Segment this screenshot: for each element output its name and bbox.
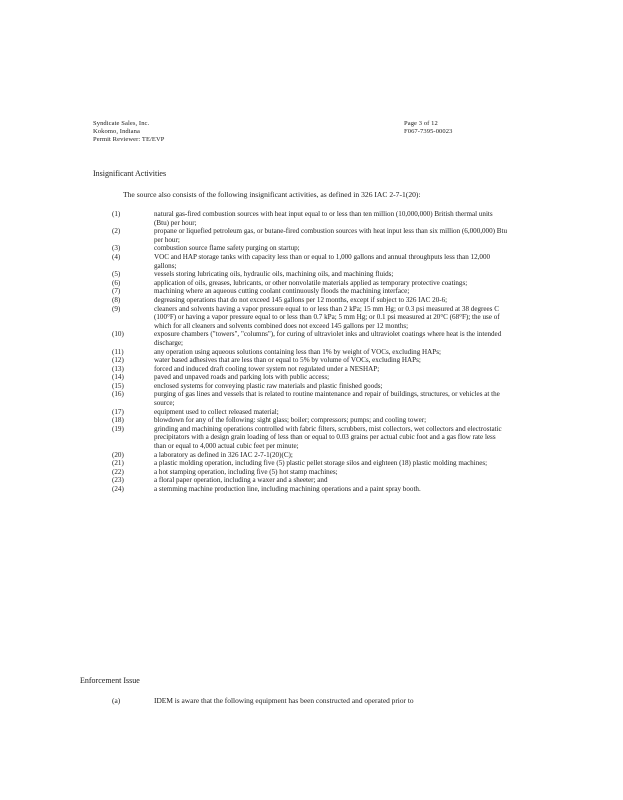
list-item-number: (14): [112, 373, 124, 382]
list-item: [112, 459, 508, 468]
list-item-number: (17): [112, 407, 124, 416]
list-item: [112, 287, 508, 296]
list-item: [112, 451, 508, 460]
list-item: [112, 485, 508, 494]
list-item-text: a hot stamping operation, including five (5) hot stamp machines;: [154, 467, 338, 476]
list-item: [112, 253, 508, 270]
list-item: [112, 468, 508, 477]
list-item-number: (15): [112, 381, 124, 390]
enforcement-para-text: IDEM is aware that the following equipment has been constructed and operated prior to: [154, 696, 414, 705]
list-item-text: machining where an aqueous cutting coolant continuously floods the machining interface;: [154, 287, 410, 296]
list-item: [112, 330, 508, 347]
list-item-number: (20): [112, 450, 124, 459]
list-item-number: (19): [112, 424, 124, 433]
permit-reviewer: Permit Reviewer: TE/EVP: [93, 136, 165, 143]
list-item-text: forced and induced draft cooling tower system not regulated under a NESHAP;: [154, 364, 380, 373]
list-item: [112, 382, 508, 391]
list-item-number: (10): [112, 330, 124, 339]
list-item-number: (18): [112, 416, 124, 425]
list-item-text: a floral paper operation, including a waxer and a sheeter; and: [154, 476, 328, 485]
list-item: [112, 348, 508, 357]
list-item-number: (23): [112, 476, 124, 485]
intro-paragraph: The source also consists of the following insignificant activities, as defined in 326 IAC 2-7-1(20):: [123, 190, 421, 199]
list-item-number: (8): [112, 295, 121, 304]
header-left: [93, 120, 165, 144]
list-item-text: equipment used to collect released material;: [154, 407, 279, 416]
list-item: [112, 356, 508, 365]
list-item-number: (4): [112, 252, 121, 261]
list-item-number: (21): [112, 459, 124, 468]
list-item-text: water based adhesives that are less than or equal to 5% by volume of VOCs, excluding HAPs;: [154, 356, 421, 365]
list-item-text: combustion source flame safety purging on startup;: [154, 244, 300, 253]
list-item: [112, 373, 508, 382]
list-item: [112, 279, 508, 288]
list-item-number: (1): [112, 210, 121, 218]
list-item-text: purging of gas lines and vessels that is related to routine maintenance and repair of buildings, structures, or vehicles at the source;: [154, 390, 500, 408]
page-number: Page 3 of 12: [404, 120, 438, 127]
list-item-number: (7): [112, 287, 121, 296]
list-item-number: (5): [112, 270, 121, 279]
list-item-text: degreasing operations that do not exceed 145 gallons per 12 months, except if subject to 326 IAC 20-6;: [154, 295, 448, 304]
company-name: Syndicate Sales, Inc.: [93, 120, 150, 127]
list-item-text: natural gas-fired combustion sources with heat input equal to or less than ten million (10,000,000) British thermal units (Btu) per hour;: [154, 210, 493, 227]
list-item-text: propane or liquefied petroleum gas, or butane-fired combustion sources with heat input less than six million (6,000,000) Btu per hour;: [154, 227, 508, 244]
header-right: [404, 120, 452, 136]
list-item: [112, 244, 508, 253]
list-item: [112, 416, 508, 425]
list-item-number: (9): [112, 304, 121, 313]
list-item-text: VOC and HAP storage tanks with capacity less than or equal to 1,000 gallons and annual throughputs less than 12,000 gallons;: [154, 252, 491, 270]
section-heading-insignificant: Insignificant Activities: [93, 169, 167, 178]
list-item: [112, 425, 508, 451]
list-item-text: grinding and machining operations controlled with fabric filters, scrubbers, mist collectors, wet collectors and electrostatic precipitators with a design grain loading of less than or equal to 0.03 grains per actual cubic foot and a gas flow rate less than or equal to 4,000 actual cubic feet per minute;: [154, 424, 502, 451]
list-item-text: exposure chambers ("towers", "columns"), for curing of ultraviolet inks and ultraviolet coatings where heat is the intended discharge;: [154, 330, 502, 347]
list-item: [112, 305, 508, 331]
enforcement-para-number: (a): [112, 696, 121, 705]
list-item-number: (16): [112, 390, 124, 399]
list-item-text: application of oils, greases, lubricants, or other nonvolatile materials applied as temporary protective coatings;: [154, 278, 468, 287]
list-item-number: (12): [112, 356, 124, 365]
list-item-text: paved and unpaved roads and parking lots with public access;: [154, 373, 330, 382]
list-item: [112, 365, 508, 374]
list-item: [112, 210, 508, 227]
list-item-number: (6): [112, 278, 121, 287]
list-item-number: (2): [112, 227, 121, 236]
list-item-text: a laboratory as defined in 326 IAC 2-7-1(20)(C);: [154, 450, 293, 459]
enforcement-paragraph: [112, 696, 508, 705]
list-item-number: (11): [112, 347, 124, 356]
list-item-number: (22): [112, 467, 124, 476]
list-item-number: (24): [112, 485, 124, 493]
list-item: [112, 390, 508, 407]
permit-number: F067-7395-00023: [404, 128, 453, 135]
activity-list: [112, 210, 508, 494]
list-item-number: (13): [112, 364, 124, 373]
list-item: [112, 296, 508, 305]
list-item: [112, 270, 508, 279]
list-item-text: a stemming machine production line, including machining operations and a paint spray booth.: [154, 485, 421, 493]
list-item-text: cleaners and solvents having a vapor pressure equal to or less than 2 kPa; 15 mm Hg; or 0.3 psi measured at 38 degrees C (100°F) or having a vapor pressure equal to or less than 0.7 kPa; 5 mm Hg; or 0.1 psi measured at 20°C (68°F); the use of which for all cleaners and solvents combined does not exceed 145 gallons per 12 months;: [154, 304, 500, 330]
company-location: Kokomo, Indiana: [93, 128, 140, 135]
list-item: [112, 227, 508, 244]
list-item: [112, 408, 508, 417]
list-item-text: enclosed systems for conveying plastic raw materials and plastic finished goods;: [154, 381, 383, 390]
list-item-number: (3): [112, 244, 121, 253]
section-heading-enforcement: Enforcement Issue: [80, 676, 140, 685]
list-item: [112, 476, 508, 485]
list-item-text: vessels storing lubricating oils, hydraulic oils, machining oils, and machining fluids;: [154, 270, 394, 279]
list-item-text: a plastic molding operation, including five (5) plastic pellet storage silos and eighteen (18) plastic molding machines;: [154, 459, 488, 468]
list-item-text: blowdown for any of the following: sight glass; boiler; compressors; pumps; and cooling tower;: [154, 416, 427, 425]
list-item-text: any operation using aqueous solutions containing less than 1% by weight of VOCs, excluding HAPs;: [154, 347, 441, 356]
